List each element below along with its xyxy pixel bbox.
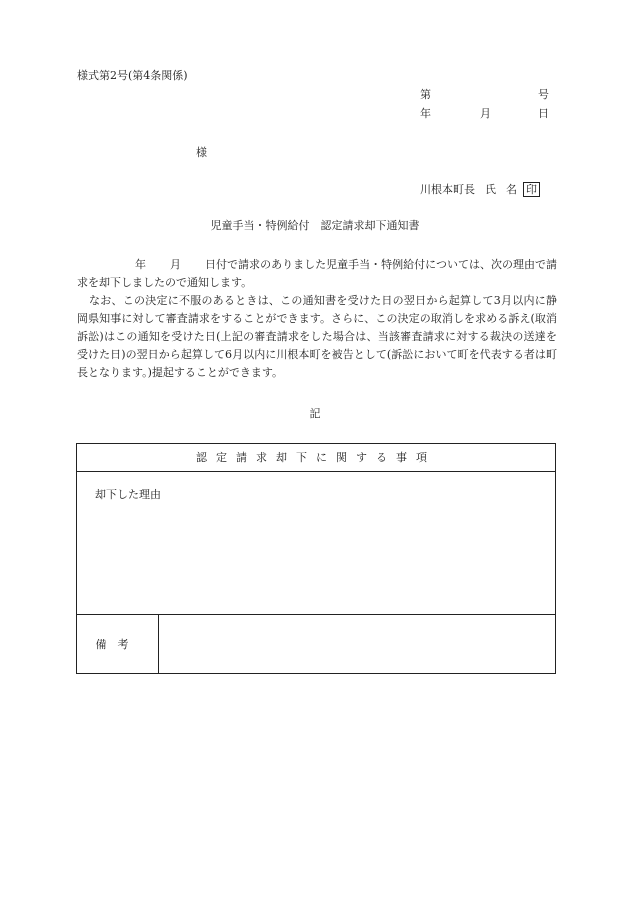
rejection-details-table bbox=[76, 443, 556, 674]
document-title: 児童手当・特例給付 認定請求却下通知書 bbox=[210, 219, 420, 232]
rejection-reason-label: 却下した理由 bbox=[95, 488, 161, 501]
request-month: 月 bbox=[170, 258, 182, 271]
issue-number-suffix: 号 bbox=[538, 88, 549, 101]
notice-paragraph-1 bbox=[77, 256, 557, 292]
issuer-block bbox=[420, 182, 540, 197]
issuer-shi: 氏 bbox=[485, 183, 496, 196]
remarks-value bbox=[159, 615, 555, 673]
notice-paragraph-1-body: 日付で請求のありました児童手当・特例給付については、次の理由で請求を却下しましたので通知します。 bbox=[77, 258, 558, 289]
issuer-mei: 名 bbox=[506, 183, 517, 196]
issue-date-day: 日 bbox=[538, 107, 549, 120]
remarks-label: 備考 bbox=[77, 615, 159, 673]
seal-stamp: 印 bbox=[523, 182, 540, 197]
issuer-title: 川根本町長 bbox=[420, 183, 475, 196]
request-year: 年 bbox=[135, 258, 147, 271]
remarks-row bbox=[77, 614, 555, 673]
form-number: 様式第2号(第4条関係) bbox=[77, 69, 188, 82]
addressee-honorific: 様 bbox=[196, 146, 207, 159]
table-header: 認定請求却下に関する事項 bbox=[77, 444, 555, 472]
issue-number-prefix: 第 bbox=[420, 88, 431, 101]
notice-paragraph-2: なお、この決定に不服のあるときは、この通知書を受けた日の翌日から起算して3月以内に静岡県知事に対して審査請求をすることができます。さらに、この決定の取消しを求める訴え(取消訴訟)はこの通知を受けた日(上記の審査請求をした場合は、当該審査請求に対する裁決の送達を受けた日)の翌日から起算して6月以内に川根本町を被告として(訴訟において町を代表する者は町長となります。)提起することができます。 bbox=[77, 294, 557, 379]
ki-heading: 記 bbox=[309, 407, 321, 420]
issue-date-year: 年 bbox=[420, 107, 431, 120]
issue-date-month: 月 bbox=[480, 107, 491, 120]
